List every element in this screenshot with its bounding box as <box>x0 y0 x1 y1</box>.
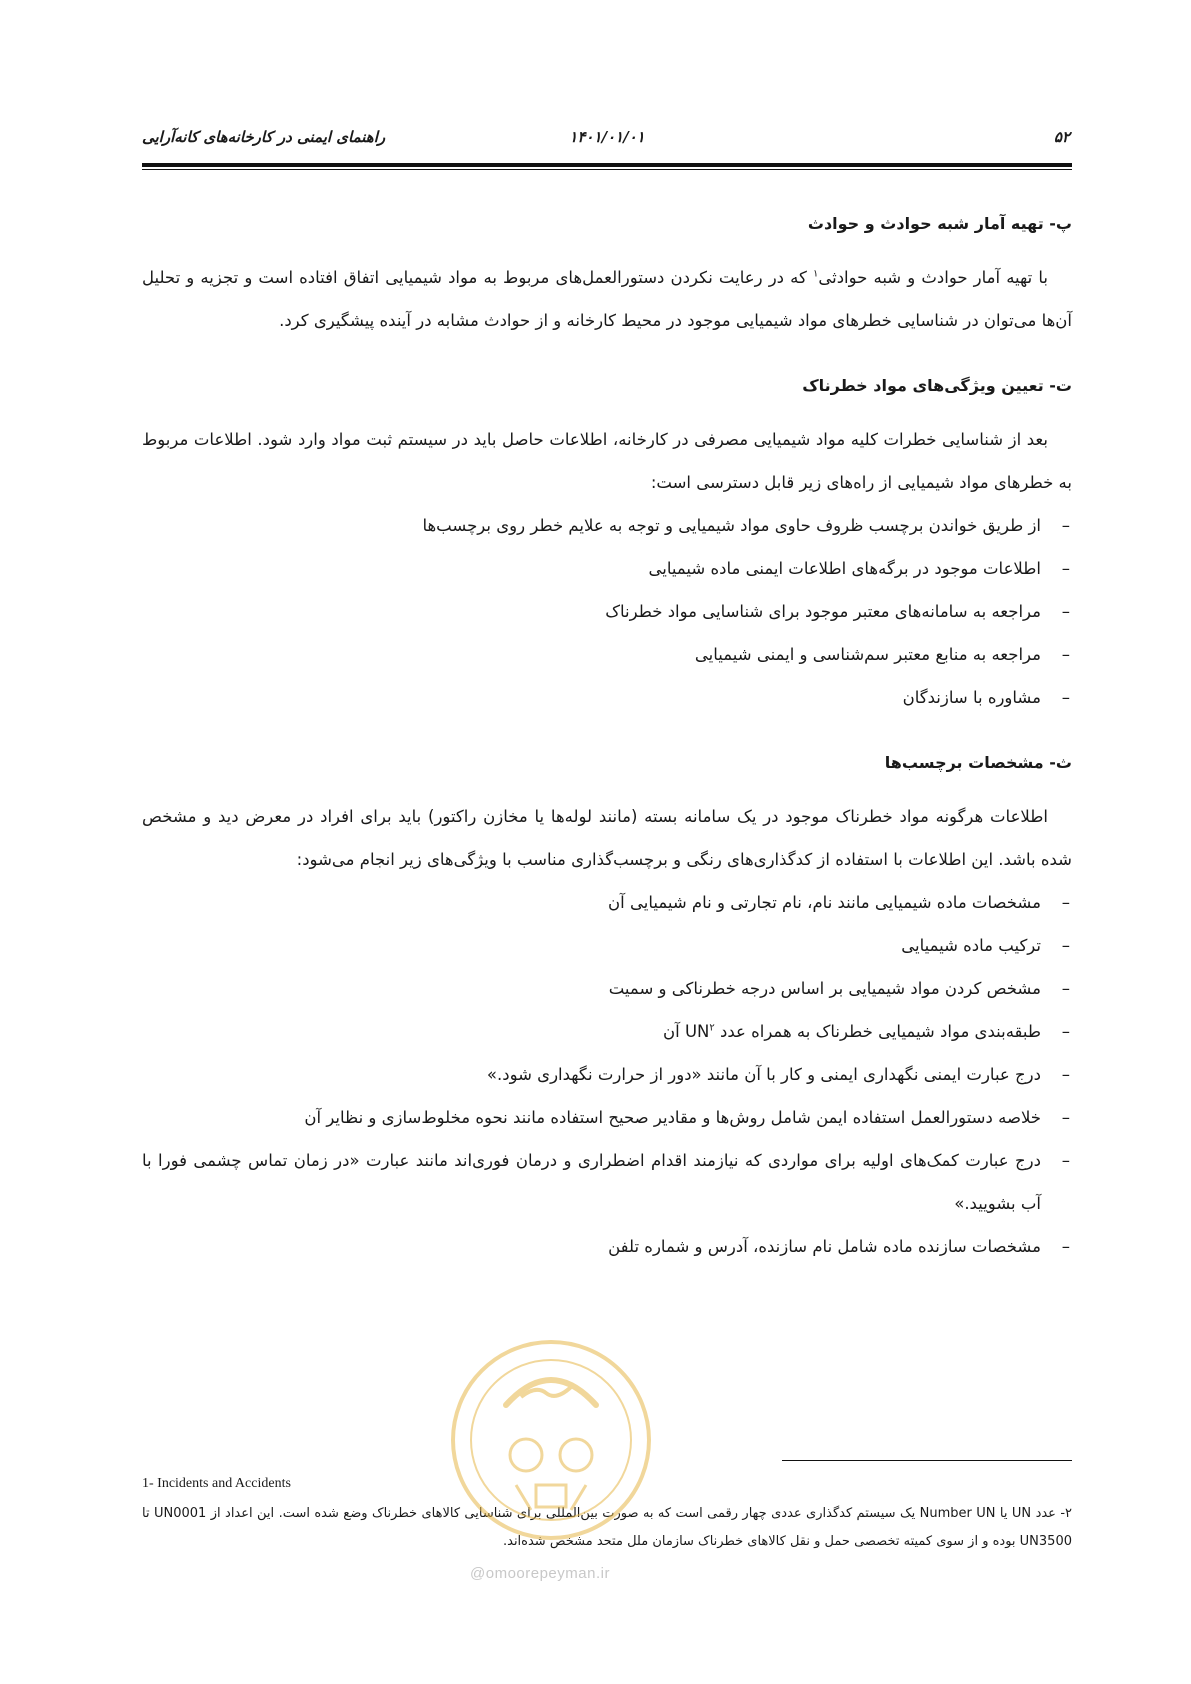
list-item: – درج عبارت ایمنی نگهداری ایمنی و کار با آن مانند «دور از حرارت نگهداری شود.» <box>142 1053 1072 1096</box>
dash-bullet: – <box>1061 1237 1070 1256</box>
dash-bullet: – <box>1061 893 1070 912</box>
list-item: – مراجعه به سامانه‌های معتبر موجود برای شناسایی مواد خطرناک <box>142 590 1072 633</box>
header-rule-thick <box>142 163 1072 167</box>
dash-list <box>142 881 1072 1268</box>
list-item: – مشاوره با سازندگان <box>142 676 1072 719</box>
paragraph-text: که در رعایت نکردن دستورالعمل‌های مربوط به مواد شیمیایی اتفاق افتاده است و تجزیه و تحلیل آن‌ها می‌توان در شناسایی خطرهای مواد شیمیایی موجود در محیط کارخانه و از حوادث مشابه در آینده پیشگیری کرد. <box>142 268 1072 330</box>
section-paragraph: اطلاعات هرگونه مواد خطرناک موجود در یک سامانه بسته (مانند لوله‌ها یا مخازن راکتور) باید برای افراد در معرض دید و مشخص شده باشد. این اطلاعات با استفاده از کدگذاری‌های رنگی و برچسب‌گذاری مناسب با ویژگی‌های زیر انجام می‌شود: <box>142 807 1072 869</box>
dash-bullet: – <box>1061 1151 1070 1170</box>
list-item: – خلاصه دستورالعمل استفاده ایمن شامل روش‌ها و مقادیر صحیح استفاده مانند نحوه مخلوط‌سازی و نظایر آن <box>142 1096 1072 1139</box>
dash-list <box>142 504 1072 719</box>
dash-bullet: – <box>1061 1065 1070 1084</box>
footnote-rule <box>782 1460 1072 1461</box>
section-paragraph <box>142 256 1072 342</box>
paragraph-text: با تهیه آمار حوادث و شبه حوادثی <box>818 268 1048 287</box>
watermark-url: @omoorepeyman.ir <box>470 1565 610 1582</box>
dash-bullet: – <box>1061 979 1070 998</box>
list-item: – مشخصات سازنده ماده شامل نام سازنده، آدرس و شماره تلفن <box>142 1225 1072 1268</box>
dash-bullet: – <box>1061 645 1070 664</box>
footnote-2: ۲- عدد UN یا Number UN یک سیستم کدگذاری عددی چهار رقمی است که به صورت بین‌المللی برای شناسایی کالاهای خطرناک وضع شده است. این اعداد از UN0001 تا UN3500 بوده و از سوی کمیته تخصصی حمل و نقل کالاهای خطرناک سازمان ملل متحد مشخص شده‌اند. <box>142 1506 1073 1549</box>
dash-bullet: – <box>1061 1022 1070 1041</box>
section-label-specifications <box>142 749 1072 1268</box>
section-hazard-properties <box>142 372 1072 719</box>
dash-bullet: – <box>1061 1108 1070 1127</box>
dash-bullet: – <box>1061 516 1070 535</box>
header-date: ۱۴۰۱/۰۱/۰۱ <box>569 128 645 146</box>
list-item: – مشخصات ماده شیمیایی مانند نام، نام تجارتی و نام شیمیایی آن <box>142 881 1072 924</box>
list-item: – درج عبارت کمک‌های اولیه برای مواردی که نیازمند اقدام اضطراری و درمان فوری‌اند مانند عبارت «در زمان تماس چشمی فورا با آب بشویید.» <box>142 1139 1072 1225</box>
list-item: – مشخص کردن مواد شیمیایی بر اساس درجه خطرناکی و سمیت <box>142 967 1072 1010</box>
section-heading: ث- مشخصات برچسب‌ها <box>884 753 1072 772</box>
list-item: – اطلاعات موجود در برگه‌های اطلاعات ایمنی ماده شیمیایی <box>142 547 1072 590</box>
main-content <box>142 210 1072 1298</box>
list-item: – از طریق خواندن برچسب ظروف حاوی مواد شیمیایی و توجه به علایم خطر روی برچسب‌ها <box>142 504 1072 547</box>
dash-bullet: – <box>1061 602 1070 621</box>
dash-bullet: – <box>1061 688 1070 707</box>
section-heading: پ- تهیه آمار شبه حوادث و حوادث <box>807 214 1072 233</box>
section-paragraph: بعد از شناسایی خطرات کلیه مواد شیمیایی مصرفی در کارخانه، اطلاعات حاصل باید در سیستم ثبت مواد وارد شود. اطلاعات مربوط به خطرهای مواد شیمیایی از راه‌های زیر قابل دسترسی است: <box>142 430 1072 492</box>
header-rule-thin <box>142 169 1072 170</box>
dash-bullet: – <box>1061 559 1070 578</box>
watermark-seal-icon <box>446 1335 656 1545</box>
footnote-marker: ۲ <box>709 1022 715 1034</box>
footnote-1: 1- Incidents and Accidents <box>142 1476 291 1491</box>
list-item: – طبقه‌بندی مواد شیمیایی خطرناک به همراه عدد $UN^۲$ آن <box>142 1010 1072 1053</box>
section-heading: ت- تعیین ویژگی‌های مواد خطرناک <box>802 376 1072 395</box>
dash-bullet: – <box>1061 936 1070 955</box>
running-header <box>142 128 1072 158</box>
book-title: راهنمای ایمنی در کارخانه‌های کانه‌آرایی <box>142 128 386 146</box>
list-item: – ترکیب ماده شیمیایی <box>142 924 1072 967</box>
footnote-marker: ۱ <box>812 268 819 280</box>
list-item: – مراجعه به منابع معتبر سم‌شناسی و ایمنی شیمیایی <box>142 633 1072 676</box>
section-incident-statistics <box>142 210 1072 342</box>
page-number: ۵۲ <box>1053 128 1070 146</box>
